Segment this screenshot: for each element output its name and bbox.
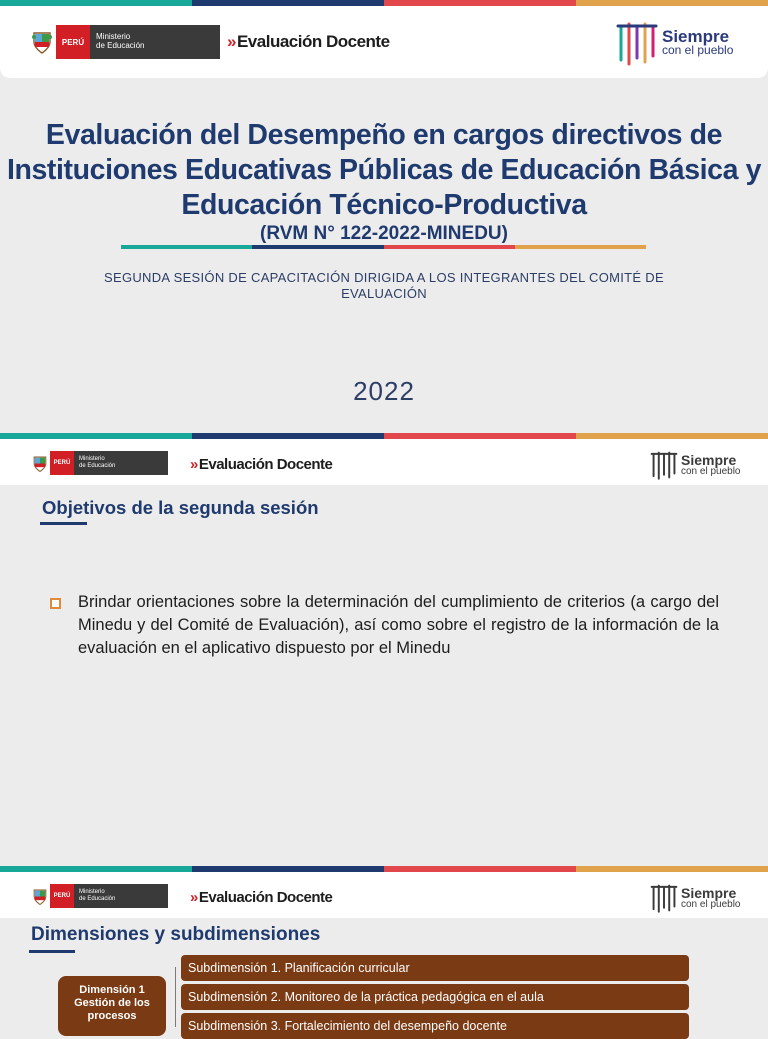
dimension-desc-line1: Gestión de los xyxy=(74,997,150,1009)
coat-of-arms-icon xyxy=(30,884,50,908)
slogan-logo xyxy=(616,20,733,66)
slogan-emblem-icon xyxy=(616,20,658,66)
heading-underline xyxy=(40,522,87,525)
slogan-emblem-icon xyxy=(650,883,678,913)
slogan-text xyxy=(681,451,741,477)
subdimension-3: Subdimensión 3. Fortalecimiento del desempeño docente xyxy=(181,1013,689,1039)
slogan-logo xyxy=(650,450,741,480)
slogan-text xyxy=(681,884,741,910)
slogan-logo xyxy=(650,883,741,913)
ministry-line1: Ministerio xyxy=(96,32,131,42)
evaluacion-docente-brand xyxy=(227,32,390,52)
ministry-name xyxy=(74,451,168,475)
ministry-logo xyxy=(28,25,220,59)
slogan-text xyxy=(662,29,733,57)
evaluacion-docente-brand xyxy=(190,889,332,906)
ministry-logo xyxy=(30,451,168,475)
session-subtitle: SEGUNDA SESIÓN DE CAPACITACIÓN DIRIGIDA A LOS INTEGRANTES DEL COMITÉ DE EVALUACIÓN xyxy=(104,270,664,301)
brand-label: Evaluación Docente xyxy=(198,889,333,906)
coat-of-arms-icon xyxy=(30,451,50,475)
dimension-desc-line2: procesos xyxy=(87,1010,137,1022)
ministry-line2: de Educación xyxy=(79,463,116,469)
slogan-small: con el pueblo xyxy=(681,465,741,477)
dimension-1-box xyxy=(58,976,166,1036)
slogan-big: Siempre xyxy=(681,884,737,901)
slogan-big: Siempre xyxy=(662,27,730,47)
peru-label: PERÚ xyxy=(50,451,74,475)
ministry-name xyxy=(74,884,168,908)
ministry-line1: Ministerio xyxy=(79,456,105,463)
ministry-line2: de Educación xyxy=(96,41,145,50)
peru-label: PERÚ xyxy=(56,25,90,59)
heading-underline xyxy=(29,950,75,953)
slide-heading: Dimensiones y subdimensiones xyxy=(31,924,321,945)
ministry-line1: Ministerio xyxy=(79,889,105,896)
chevron-right-icon: » xyxy=(227,32,236,51)
slogan-small: con el pueblo xyxy=(662,43,734,58)
slide-header xyxy=(0,872,768,918)
peru-label: PERÚ xyxy=(50,884,74,908)
title-slide xyxy=(0,0,768,433)
bullet-square-icon xyxy=(50,598,61,609)
slide-header xyxy=(0,439,768,485)
objectives-slide xyxy=(0,433,768,866)
subdimension-2: Subdimensión 2. Monitoreo de la práctica pedagógica en el aula xyxy=(181,984,689,1010)
chevron-right-icon: » xyxy=(190,456,198,473)
title-divider xyxy=(121,245,646,249)
ministry-line2: de Educación xyxy=(79,896,116,902)
slogan-emblem-icon xyxy=(650,450,678,480)
title-block xyxy=(0,118,768,245)
ministry-name xyxy=(90,25,220,59)
evaluacion-docente-brand xyxy=(190,456,332,473)
dimension-label: Dimensión 1 xyxy=(79,984,145,996)
chevron-right-icon: » xyxy=(190,889,198,906)
ministry-logo xyxy=(30,884,168,908)
resolution-reference: (RVM N° 122-2022-MINEDU) xyxy=(260,223,508,244)
brand-label: Evaluación Docente xyxy=(198,456,333,473)
slogan-small: con el pueblo xyxy=(681,898,741,910)
year-label: 2022 xyxy=(353,376,415,406)
coat-of-arms-icon xyxy=(28,25,56,59)
slide-heading: Objetivos de la segunda sesión xyxy=(42,497,319,518)
subdimension-1: Subdimensión 1. Planificación curricular xyxy=(181,955,689,981)
brand-label: Evaluación Docente xyxy=(236,32,390,51)
dimensions-slide xyxy=(0,866,768,1033)
main-title: Evaluación del Desempeño en cargos directivos de Instituciones Educativas Públicas de Educación Básica y Educación Técnico-Productiva xyxy=(6,119,762,221)
slogan-big: Siempre xyxy=(681,451,737,468)
slide-header xyxy=(0,6,768,78)
objective-bullet: Brindar orientaciones sobre la determinación del cumplimiento de criterios (a cargo del Minedu y del Comité de Evaluación), así como sobre el registro de la información de la evaluación en el aplicativo dispuesto por el Minedu xyxy=(78,593,719,657)
